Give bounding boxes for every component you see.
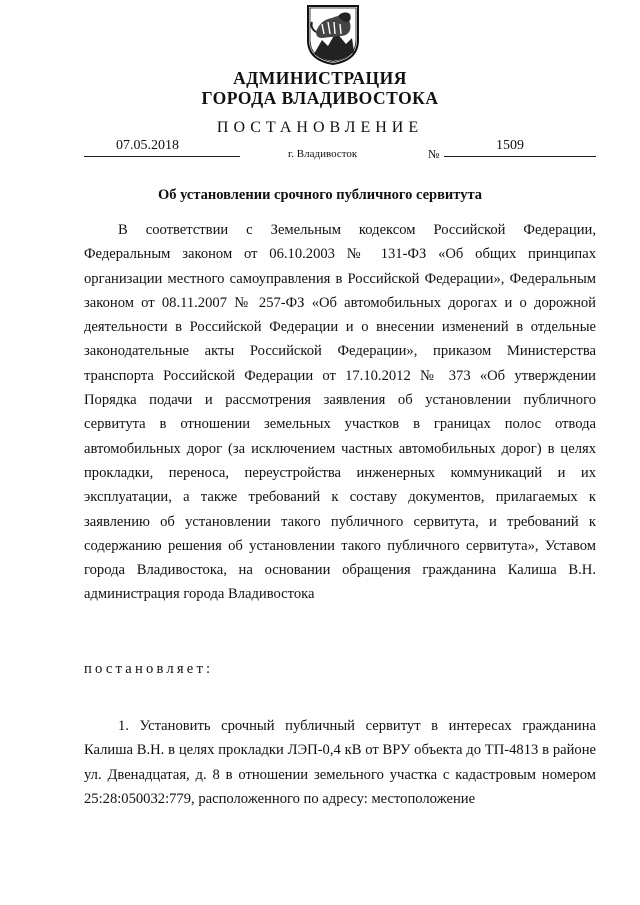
tiger-coat-of-arms-icon — [300, 2, 366, 66]
document-type: ПОСТАНОВЛЕНИЕ — [216, 119, 424, 136]
document-title: Об установлении срочного публичного сервитута — [157, 187, 483, 203]
organization-name-line1: АДМИНИСТРАЦИЯ — [233, 68, 407, 88]
number-sign: № — [428, 147, 440, 161]
city-name: г. Владивосток — [288, 148, 358, 160]
organization-name-line2: ГОРОДА ВЛАДИВОСТОКА — [201, 88, 439, 108]
document-number: 1509 — [496, 138, 524, 153]
preamble-paragraph: В соответствии с Земельным кодексом Российской Федерации, Федеральным законом от 06.10.2003 № 131-ФЗ «Об общих принципах организации местного самоуправления в Российской Федерации», Федеральным законом от 08.11.2007 № 257-ФЗ «Об автомобильных дорогах и о дорожной деятельности в Российской Федерации и о внесении изменений в отдельные законодательные акты Российской Федерации», приказом Министерства транспорта Российской Федерации от 17.10.2012 № 373 «Об утверждении Порядка подачи и рассмотрения заявления об установлении публичного сервитута в отношении земельных участков в границах полос отвода автомобильных дорог (за исключением частных автомобильных дорог) в целях прокладки, переноса, переустройства инженерных коммуникаций и их эксплуатации, а также требований к составу документов, прилагаемых к заявлению об установлении такого публичного сервитута, и требований к содержанию решения об установлении такого публичного сервитута», Уставом города Владивостока, на основании обращения гражданина Калиша В.Н. администрация города Владивостока — [84, 222, 596, 603]
date-underline — [84, 156, 240, 157]
number-underline — [444, 156, 596, 157]
resolution-word: постановляет: — [84, 661, 214, 677]
document-date: 07.05.2018 — [116, 138, 179, 153]
item-1-paragraph: 1. Установить срочный публичный сервитут в интересах гражданина Калиша В.Н. в целях прокладки ЛЭП-0,4 кВ от ВРУ объекта до ТП-4813 в районе ул. Двенадцатая, д. 8 в отношении земельного участка с кадастровым номером 25:28:050032:779, расположенного по адресу: местоположение — [84, 718, 596, 807]
